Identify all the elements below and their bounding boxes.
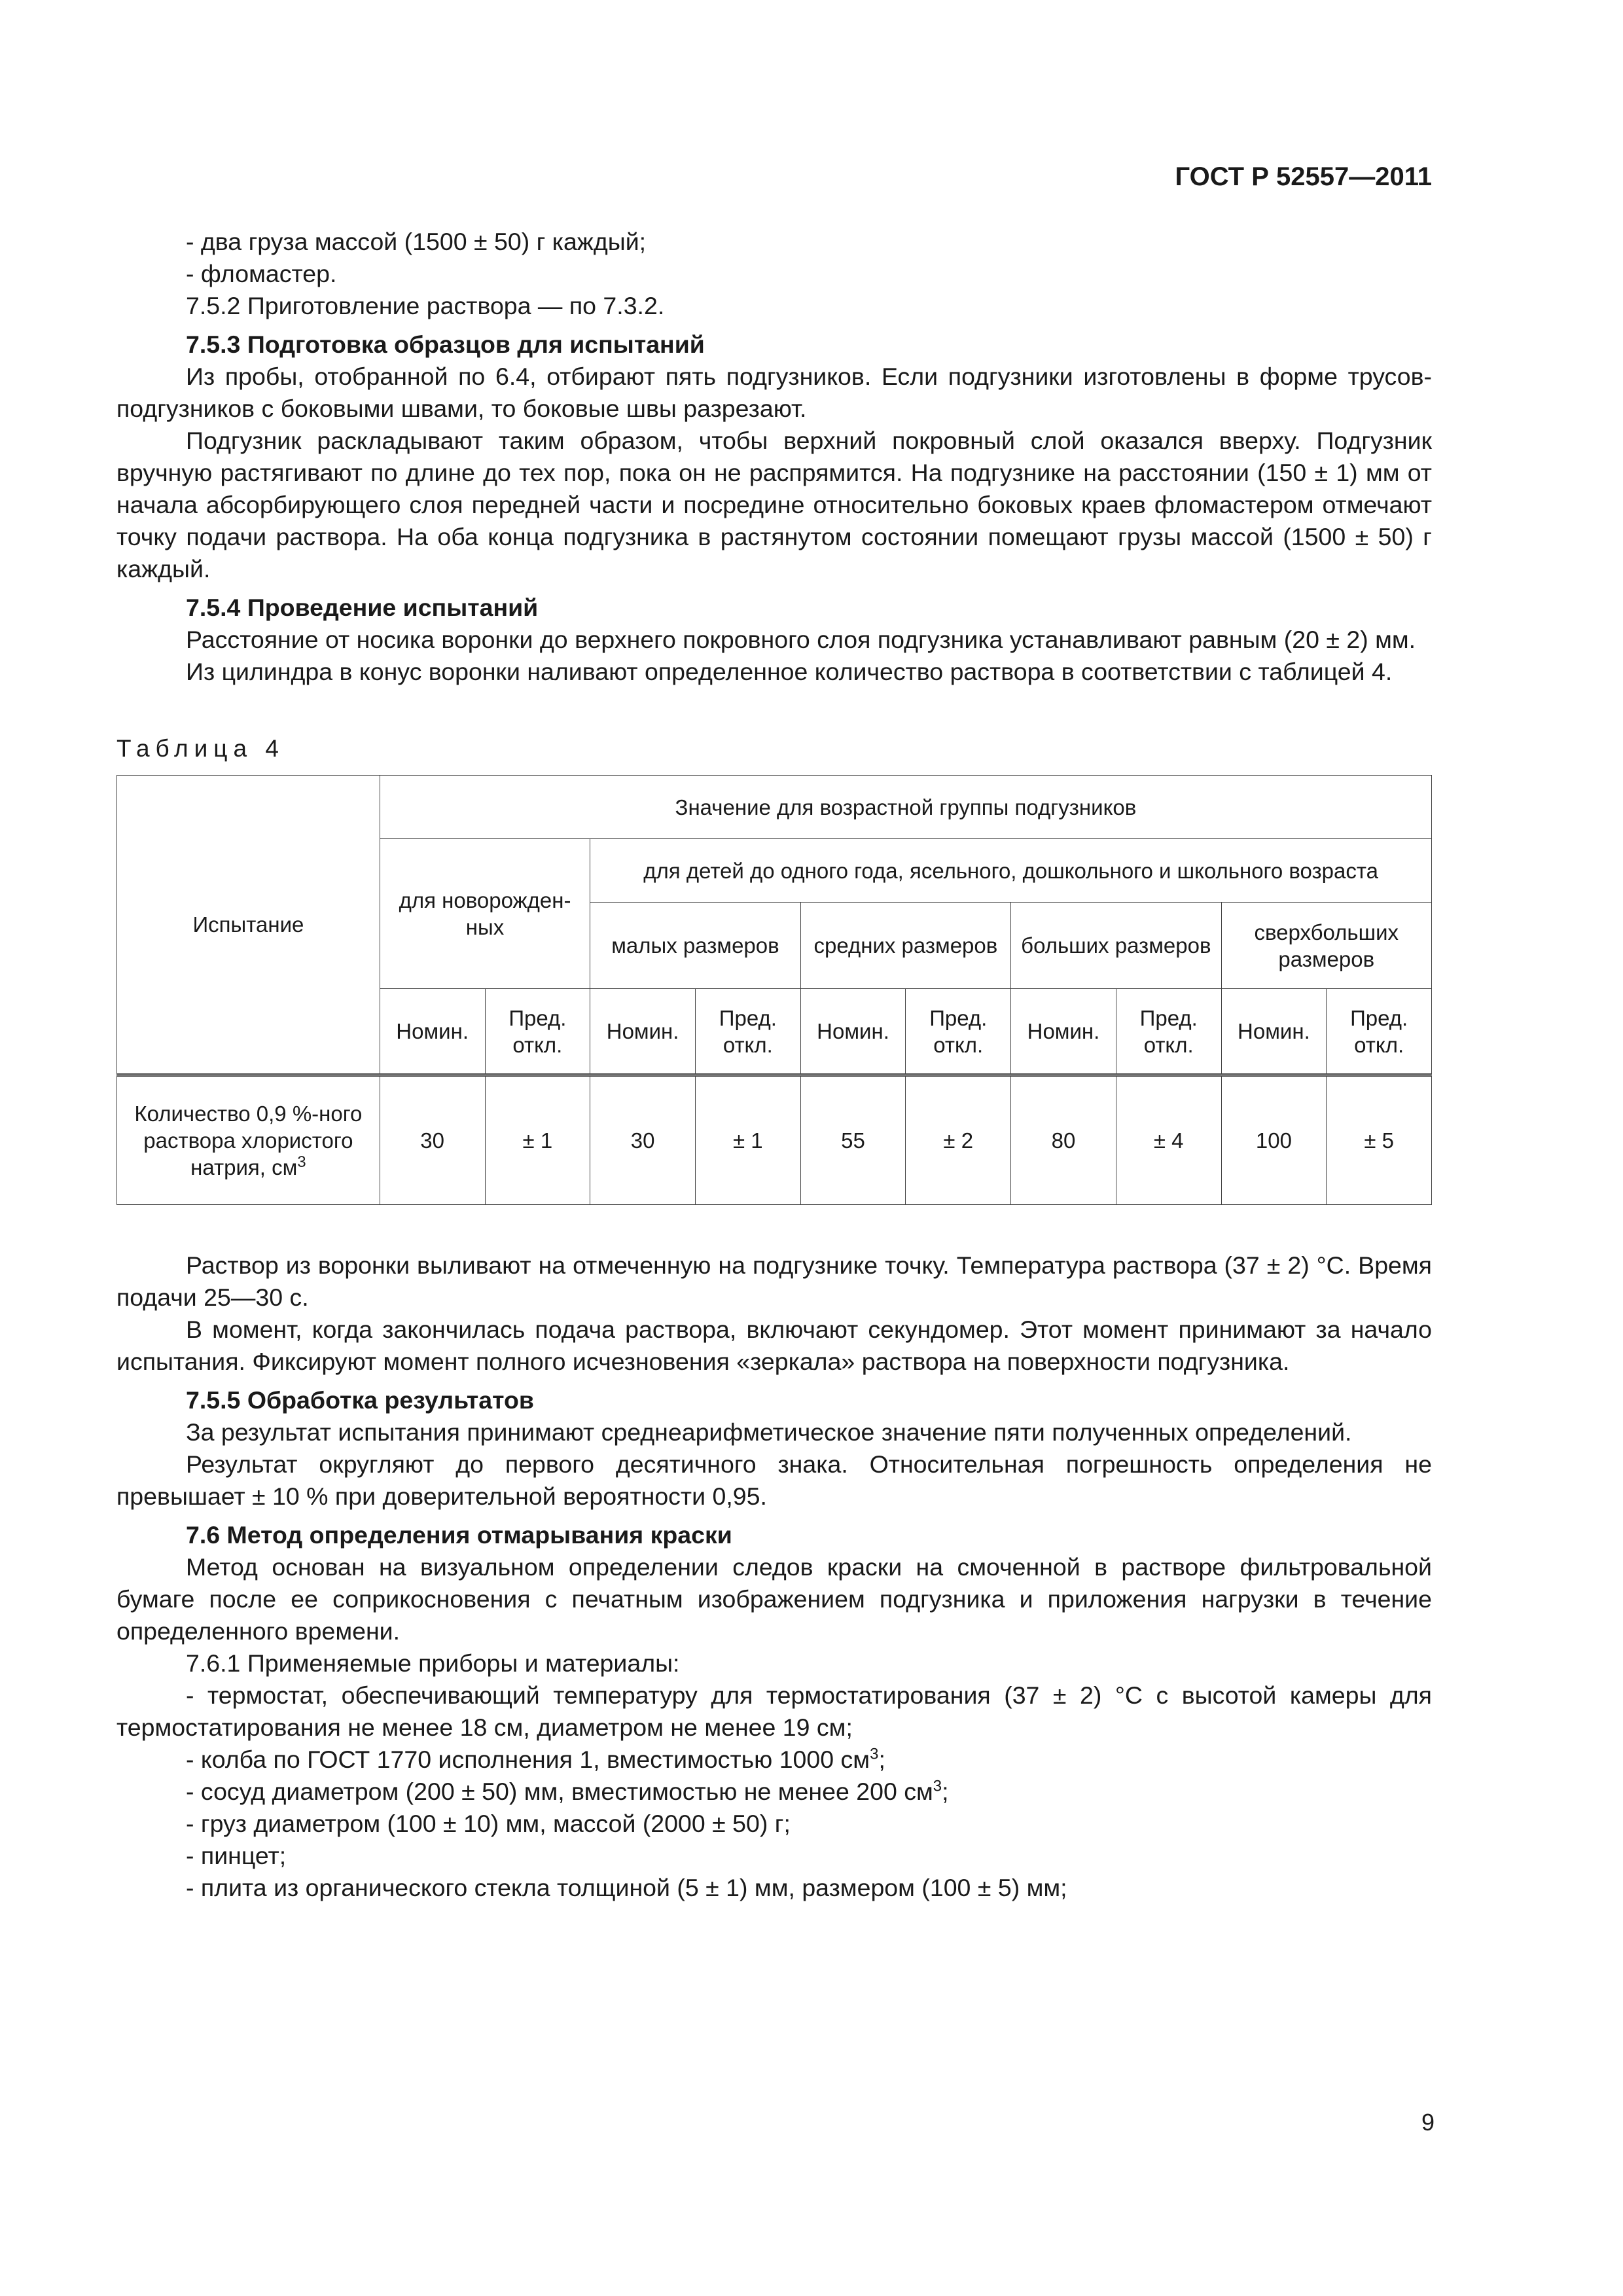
paragraph: Подгузник раскладывают таким образом, чтобы верхний покровный слой оказался вверху. Подгузник вручную растягивают по длине до тех пор, пока он не распрямится. На подгузнике на расстоянии (150 ± 1) мм от начала абсорбирующего слоя передней части и посредине относительно боковых краев фломастером отмечают точку подачи раствора. На оба конца подгузника в растянутом состоянии помещают грузы массой (1500 ± 50) г каждый. [116, 427, 1432, 583]
column-header-small: малых размеров [590, 903, 800, 989]
column-header-newborn: для новорожден-ных [380, 839, 590, 989]
column-header-nominal: Номин. [1221, 989, 1327, 1075]
list-item: - термостат, обеспечивающий температуру для термостатирования (37 ± 2) °С с высотой камеры для термостатирования не менее 18 см, диаметром не менее 19 см; [116, 1681, 1432, 1741]
page-content [116, 226, 1432, 1904]
table-cell: 30 [590, 1075, 696, 1205]
list-item: - пинцет; [186, 1842, 287, 1869]
table-cell: 30 [380, 1075, 485, 1205]
column-header-nominal: Номин. [1011, 989, 1116, 1075]
column-header-nominal: Номин. [800, 989, 906, 1075]
column-header-deviation: Пред. откл. [1327, 989, 1432, 1075]
list-item: - плита из органического стекла толщиной (5 ± 1) мм, размером (100 ± 5) мм; [186, 1874, 1067, 1901]
row-label: Количество 0,9 %-ного раствора хлористого натрия, $см^3$ [117, 1075, 380, 1205]
table-cell: 100 [1221, 1075, 1327, 1205]
paragraph: Раствор из воронки выливают на отмеченную на подгузнике точку. Температура раствора (37 ± 2) °С. Время подачи 25—30 с. [116, 1251, 1432, 1311]
column-header-large: больших размеров [1011, 903, 1221, 989]
table-cell: ± 1 [695, 1075, 800, 1205]
table-cell: ± 5 [1327, 1075, 1432, 1205]
list-item: - колба по ГОСТ 1770 исполнения 1, вместимостью 1000 $см^3$; [186, 1745, 885, 1773]
page-number: 9 [1421, 2109, 1435, 2136]
list-item: - груз диаметром (100 ± 10) мм, массой (2000 ± 50) г; [186, 1810, 791, 1837]
column-header-nominal: Номин. [590, 989, 696, 1075]
paragraph: Из пробы, отобранной по 6.4, отбирают пять подгузников. Если подгузники изготовлены в форме трусов-подгузников с боковыми швами, то боковые швы разрезают. [116, 363, 1432, 422]
column-header-nominal: Номин. [380, 989, 485, 1075]
paragraph: Расстояние от носика воронки до верхнего покровного слоя подгузника устанавливают равным (20 ± 2) мм. [186, 626, 1416, 653]
column-header-deviation: Пред. откл. [485, 989, 590, 1075]
paragraph: Из цилиндра в конус воронки наливают определенное количество раствора в соответствии с таблицей 4. [186, 658, 1393, 685]
section-title-7-5-4: 7.5.4 Проведение испытаний [186, 594, 539, 621]
section-7-5-2: 7.5.2 Приготовление раствора — по 7.3.2. [186, 292, 665, 319]
section-7-6-1: 7.6.1 Применяемые приборы и материалы: [186, 1649, 680, 1677]
column-header-deviation: Пред. откл. [695, 989, 800, 1075]
document-header: ГОСТ Р 52557—2011 [1175, 162, 1432, 191]
column-header-children: для детей до одного года, ясельного, дошкольного и школьного возраста [590, 839, 1432, 903]
paragraph: В момент, когда закончилась подача раствора, включают секундомер. Этот момент принимают за начало испытания. Фиксируют момент полного исчезновения «зеркала» раствора на поверхности подгузника. [116, 1316, 1432, 1375]
paragraph: Метод основан на визуальном определении следов краски на смоченной в растворе фильтровальной бумаге после ее соприкосновения с печатным изображением подгузника и приложения нагрузки в течение определенного времени. [116, 1553, 1432, 1645]
column-header-test: Испытание [117, 776, 380, 1075]
section-title-7-5-3: 7.5.3 Подготовка образцов для испытаний [186, 331, 705, 358]
table-cell: 80 [1011, 1075, 1116, 1205]
table-cell: ± 2 [906, 1075, 1011, 1205]
table-cell: 55 [800, 1075, 906, 1205]
column-header-deviation: Пред. откл. [906, 989, 1011, 1075]
list-item: - два груза массой (1500 ± 50) г каждый; [186, 228, 647, 255]
table-cell: ± 1 [485, 1075, 590, 1205]
section-title-7-6: 7.6 Метод определения отмарывания краски [186, 1521, 732, 1549]
list-item: - сосуд диаметром (200 ± 50) мм, вместимостью не менее 200 $см^3$; [186, 1777, 949, 1805]
paragraph: За результат испытания принимают среднеарифметическое значение пяти полученных определений. [186, 1418, 1352, 1446]
column-header-extra-large: сверхбольших размеров [1221, 903, 1431, 989]
column-header-group: Значение для возрастной группы подгузников [380, 776, 1431, 839]
list-item: - фломастер. [186, 260, 337, 287]
section-title-7-5-5: 7.5.5 Обработка результатов [186, 1386, 534, 1414]
table-cell: ± 4 [1116, 1075, 1221, 1205]
table-4 [116, 775, 1432, 1205]
column-header-medium: средних размеров [800, 903, 1010, 989]
paragraph: Результат округляют до первого десятичного знака. Относительная погрешность определения не превышает ± 10 % при доверительной вероятности 0,95. [116, 1450, 1432, 1510]
table-title: Таблица 4 [116, 735, 285, 762]
column-header-deviation: Пред. откл. [1116, 989, 1221, 1075]
